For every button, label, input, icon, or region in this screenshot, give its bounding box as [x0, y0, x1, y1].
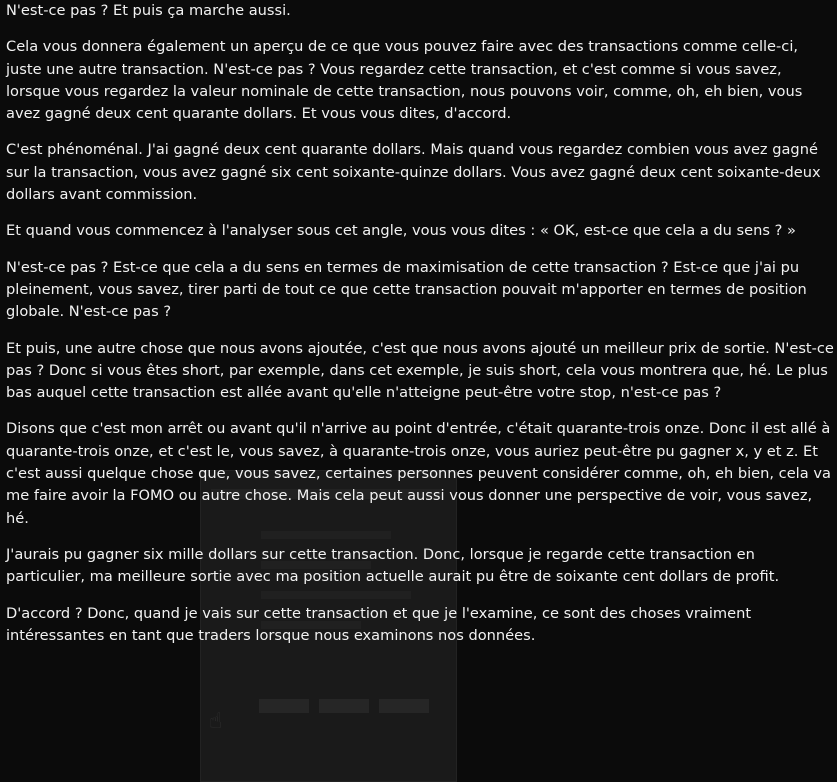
transcript-paragraph: Cela vous donnera également un aperçu de ce que vous pouvez faire avec des transactions comme celle-ci, juste une autre transaction. N'est-ce pas ? Vous regardez cette transaction, et c'est comme si vous savez, lorsque vous regardez la valeur nominale de cette transaction, nous pouvons voir, comme, oh, eh bien, vous avez gagné deux cent quarante dollars. Et vous vous dites, d'accord.: [6, 38, 803, 123]
transcript-text: [6, 0, 834, 661]
transcript-paragraph: N'est-ce pas ? Et puis ça marche aussi.: [6, 2, 291, 19]
transcript-paragraph: Et quand vous commencez à l'analyser sous cet angle, vous vous dites : « OK, est-ce que cela a du sens ? »: [6, 222, 796, 240]
transcript-paragraph: Disons que c'est mon arrêt ou avant qu'il n'arrive au point d'entrée, c'était quarante-trois onze. Donc il est allé à quarante-trois onze, et c'est le, vous savez, à quarante-trois onze, vous auriez peut-être pu gagner x, y et z. Et c'est aussi quelque chose que, vous savez, certaines personnes peuvent considérer comme, oh, eh bien, cela va me faire avoir la FOMO ou autre chose. Mais cela peut aussi vous donner une perspective de voir, vous savez, hé.: [6, 420, 831, 527]
transcript-paragraph: Et puis, une autre chose que nous avons ajoutée, c'est que nous avons ajouté un meilleur prix de sortie. N'est-ce pas ? Donc si vous êtes short, par exemple, dans cet exemple, je suis short, cela vous montrera que, hé. Le plus bas auquel cette transaction est allée avant qu'elle n'atteigne peut-être votre stop, n'est-ce pas ?: [6, 339, 834, 402]
background-button: [259, 699, 309, 713]
background-button: [379, 699, 429, 713]
transcript-paragraph: D'accord ? Donc, quand je vais sur cette transaction et que je l'examine, ce sont des choses vraiment intéressantes en tant que traders lorsque nous examinons nos données.: [6, 604, 752, 644]
transcript-paragraph: N'est-ce pas ? Est-ce que cela a du sens en termes de maximisation de cette transaction ? Est-ce que j'ai pu pleinement, vous savez, tirer parti de tout ce que cette transaction pouvait m'apporter en termes de position globale. N'est-ce pas ?: [6, 258, 807, 321]
background-button: [319, 699, 369, 713]
transcript-paragraph: C'est phénoménal. J'ai gagné deux cent quarante dollars. Mais quand vous regardez combien vous avez gagné sur la transaction, vous avez gagné six cent soixante-quinze dollars. Vous avez gagné deux cent soixante-deux dollars avant commission.: [6, 141, 821, 204]
transcript-paragraph: J'aurais pu gagner six mille dollars sur cette transaction. Donc, lorsque je regarde cette transaction en particulier, ma meilleure sortie avec ma position actuelle aurait pu être de soixante cent dollars de profit.: [6, 545, 780, 586]
cursor-hand-icon: ☝: [209, 709, 223, 734]
